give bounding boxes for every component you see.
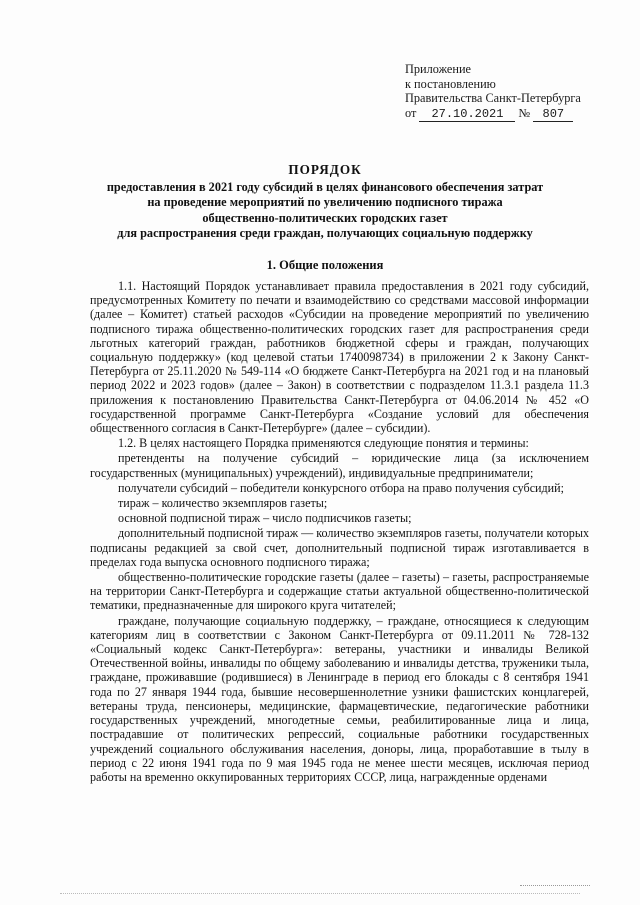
scan-artifact — [60, 893, 580, 895]
paragraph: граждане, получающие социальную поддержку, – граждане, относящиеся к следующим категориям лиц в соответствии с Законом Санкт-Петербурга от 09.11.2011 № 728-132 «Социальный кодекс Санкт-Петербурга»: ветераны, участники и инвалиды Великой Отечественной войны, инвалиды по общему заболеванию и инвалиды детства, труженики тыла, граждане, проживавшие (родившиеся) в Ленинграде в период его блокады с 8 сентября 1941 года по 27 января 1944 года, бывшие несовершеннолетние узники фашистских концлагерей, ветераны труда, пенсионеры, медицинские, фармацевтические, педагогические работники государственных учреждений, многодетные семьи, реабилитированные лица и лица, пострадавшие от политических репрессий, социальные работники государственных учреждений социального обслуживания населения, доноры, лица, проработавшие в тылу в период с 22 июня 1941 года по 9 мая 1945 года не менее шести месяцев, исключая период работы на временно оккупированных территориях СССР, лица, награжденные орденами — [90, 613, 589, 784]
appendix-dateline — [405, 106, 605, 122]
resolution-number: 807 — [533, 108, 573, 122]
document-body — [90, 279, 589, 784]
paragraph: дополнительный подписной тираж — количество экземпляров газеты, получатели которых подписаны редакцией за свой счет, дополнительный подписной тираж изготавливается в пределах года выпуска основного подписного тиража; — [90, 526, 589, 569]
title-line-1: предоставления в 2021 году субсидий в целях финансового обеспечения затрат — [106, 179, 544, 194]
title-line-4: для распространения среди граждан, получающих социальную поддержку — [117, 226, 533, 241]
document-title-block — [90, 162, 560, 242]
paragraph: тираж – количество экземпляров газеты; — [118, 496, 328, 511]
from-label: от — [405, 105, 417, 120]
appendix-line-2: к постановлению — [405, 76, 496, 91]
title-line-3: общественно-политических городских газет — [202, 210, 448, 225]
appendix-block — [405, 62, 605, 122]
title-line-2: на проведение мероприятий по увеличению подписного тиража — [147, 195, 503, 210]
resolution-date: 27.10.2021 — [419, 108, 515, 122]
appendix-line-1: Приложение — [405, 62, 471, 76]
paragraph: получатели субсидий – победители конкурсного отбора на право получения субсидий; — [118, 480, 564, 495]
paragraph: 1.1. Настоящий Порядок устанавливает правила предоставления в 2021 году субсидий, предусмотренных Комитету по печати и взаимодействию со средствами массовой информации (далее – Комитет) статьей расходов «Субсидии на проведение мероприятий по увеличению подписного тиража общественно-политических городских газет для распространения среди льготных категорий граждан, работников бюджетной сферы и граждан, получающих социальную поддержку» (код целевой статьи 1740098734) в приложении 2 к Закону Санкт-Петербурга от 25.11.2020 № 549-114 «О бюджете Санкт-Петербурга на 2021 год и на плановый период 2022 и 2023 годов» (далее – Закон) в соответствии с подразделом 11.3.1 раздела 11.3 приложения к постановлению Правительства Санкт-Петербурга от 04.06.2014 № 452 «О государственной программе Санкт-Петербурга «Создание условий для обеспечения общественного согласия в Санкт-Петербурге» (далее – субсидии). — [90, 279, 589, 436]
paragraph: претенденты на получение субсидий – юридические лица (за исключением государственных (муниципальных) учреждений), индивидуальные предприниматели; — [90, 451, 589, 480]
paragraph: основной подписной тираж – число подписчиков газеты; — [118, 511, 412, 526]
appendix-line-3: Правительства Санкт-Петербурга — [405, 91, 581, 106]
paragraph: общественно-политические городские газеты (далее – газеты) – газеты, распространяемые на территории Санкт-Петербурга и содержащие статьи актуальной общественно-политической тематики, предназначенные для широкого круга читателей; — [90, 570, 589, 613]
scan-artifact — [520, 885, 590, 887]
number-label: № — [518, 105, 531, 120]
paragraph: 1.2. В целях настоящего Порядка применяются следующие понятия и термины: — [118, 436, 529, 451]
section-heading: 1. Общие положения — [266, 258, 384, 272]
document-title: ПОРЯДОК — [288, 162, 362, 177]
